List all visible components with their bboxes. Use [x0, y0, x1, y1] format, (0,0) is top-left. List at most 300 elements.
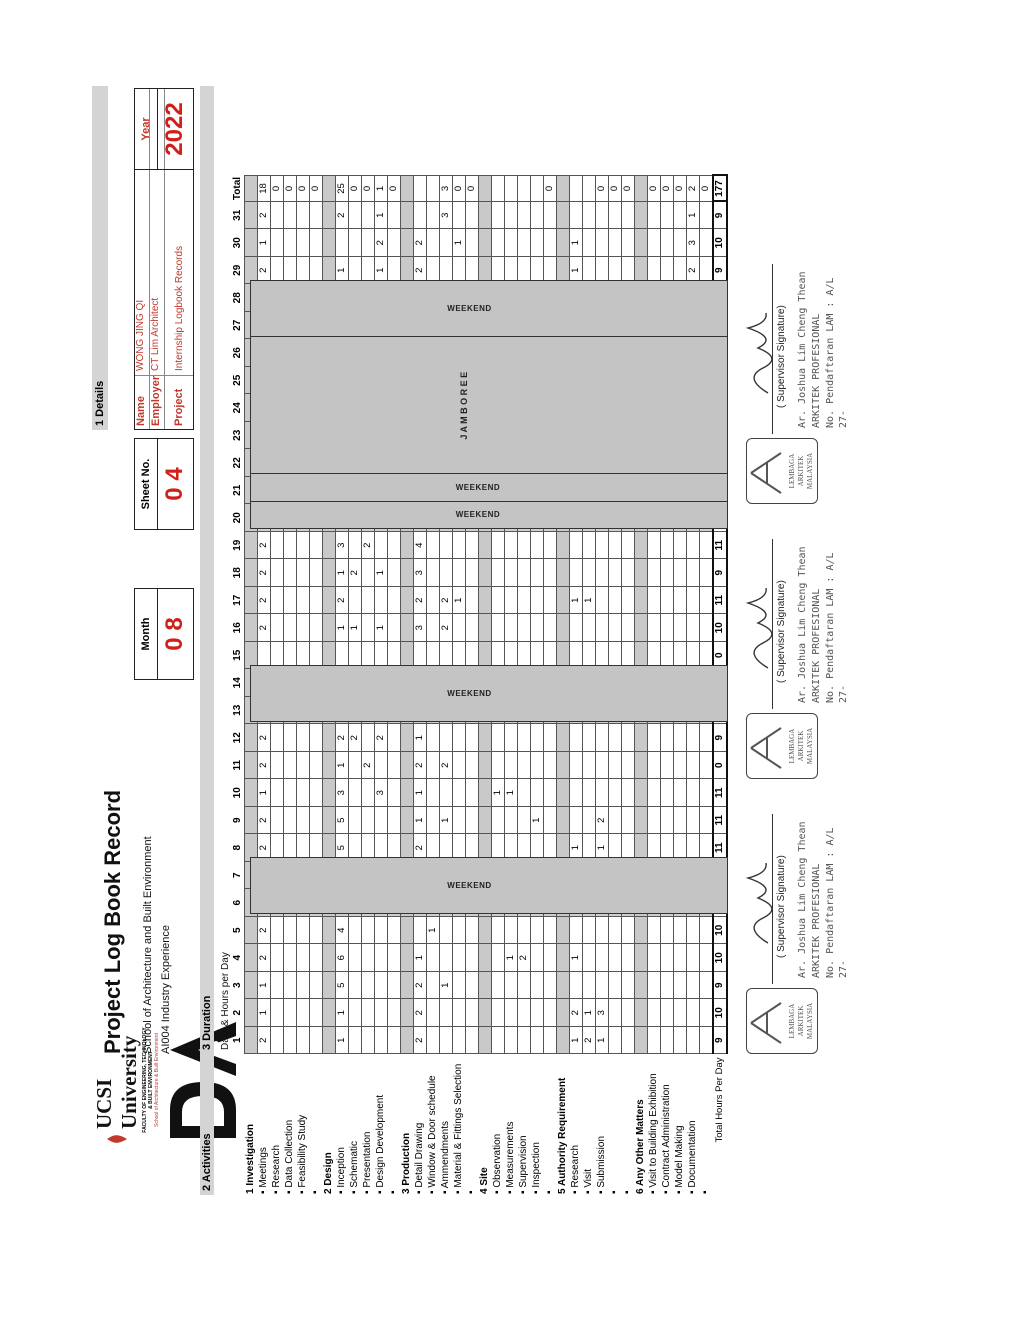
hour-cell: 2 — [258, 1027, 271, 1055]
hour-cell — [674, 532, 687, 560]
hour-cell — [700, 532, 714, 560]
hour-cell — [648, 202, 661, 230]
hour-cell — [674, 202, 687, 230]
hour-cell — [297, 614, 310, 642]
hour-cell — [323, 587, 336, 615]
architect-cert-text: ARKITEK PROFESIONAL — [811, 863, 822, 978]
hour-cell — [648, 532, 661, 560]
row-label: ▪ — [544, 1190, 555, 1194]
row-total: 0 — [388, 176, 401, 202]
course-name: AI004 Industry Experience — [160, 924, 172, 1054]
hour-cell — [687, 972, 700, 1000]
row-label: ▪ Supervision — [518, 1135, 529, 1194]
hour-cell — [505, 1027, 518, 1055]
row-total: 25 — [336, 176, 349, 202]
hour-cell: 1 — [375, 614, 388, 642]
hour-cell — [583, 202, 596, 230]
hour-cell: 1 — [453, 229, 466, 257]
hour-cell — [323, 972, 336, 1000]
row-total — [323, 176, 336, 202]
hour-cell — [310, 944, 323, 972]
hour-cell — [453, 752, 466, 780]
hour-cell: 1 — [492, 779, 505, 807]
hour-cell — [570, 779, 583, 807]
hour-cell — [570, 752, 583, 780]
daily-total: 0 — [713, 642, 727, 670]
row-total — [245, 176, 258, 202]
activities-heading: 2 Activities — [201, 1133, 213, 1191]
hour-cell — [505, 972, 518, 1000]
hour-cell — [362, 807, 375, 835]
hour-cell — [518, 999, 531, 1027]
hour-cell — [596, 752, 609, 780]
weekend-block — [250, 473, 728, 503]
hour-cell — [544, 532, 557, 560]
hour-cell: 3 — [414, 614, 427, 642]
hour-cell — [557, 752, 570, 780]
hour-cell — [245, 587, 258, 615]
hour-cell: 2 — [440, 614, 453, 642]
hour-cell — [466, 1027, 479, 1055]
hour-cell — [271, 587, 284, 615]
hour-cell — [466, 972, 479, 1000]
hour-cell: 2 — [258, 807, 271, 835]
hour-cell — [453, 779, 466, 807]
hour-cell — [479, 917, 492, 945]
hour-cell — [622, 917, 635, 945]
daily-total: 10 — [713, 229, 727, 257]
hour-cell — [518, 779, 531, 807]
name-label: Name — [135, 375, 149, 429]
day-header: 4 — [232, 954, 243, 961]
hour-cell — [466, 559, 479, 587]
hour-cell — [583, 807, 596, 835]
hour-cell: 2 — [414, 257, 427, 285]
hour-cell — [505, 999, 518, 1027]
hour-cell — [622, 779, 635, 807]
hour-cell — [466, 917, 479, 945]
hour-cell: 2 — [258, 257, 271, 285]
hour-cell — [531, 532, 544, 560]
hour-cell — [596, 532, 609, 560]
hour-cell — [583, 559, 596, 587]
hour-cell — [674, 1027, 687, 1055]
hour-cell — [687, 779, 700, 807]
hour-cell — [284, 587, 297, 615]
stamp-text: MALAYSIA — [806, 452, 814, 490]
hour-cell — [245, 999, 258, 1027]
hour-cell — [466, 724, 479, 752]
daily-total: 10 — [713, 614, 727, 642]
hour-cell — [518, 1027, 531, 1055]
hour-cell — [284, 202, 297, 230]
hour-cell — [323, 614, 336, 642]
hour-cell — [388, 944, 401, 972]
hour-cell: 2 — [414, 834, 427, 862]
day-header: 29 — [232, 264, 243, 276]
hour-cell — [635, 972, 648, 1000]
total-header: Total — [232, 176, 243, 201]
hour-cell — [544, 614, 557, 642]
row-label: ▪ — [700, 1190, 712, 1194]
row-label: ▪ — [388, 1190, 399, 1194]
hour-cell — [570, 202, 583, 230]
hour-cell — [531, 614, 544, 642]
daily-total: 11 — [713, 807, 727, 835]
day-header: 16 — [232, 622, 243, 634]
hour-cell — [648, 724, 661, 752]
day-header: 5 — [232, 927, 243, 934]
hour-cell — [427, 587, 440, 615]
hour-cell — [544, 752, 557, 780]
school-name: School of Architecture and Built Environment — [142, 836, 154, 1054]
daily-total: 11 — [713, 587, 727, 615]
row-label: 2 Design — [323, 1152, 334, 1194]
hour-cell: 1 — [453, 587, 466, 615]
hour-cell — [271, 917, 284, 945]
weekend-label: WEEKEND — [447, 881, 492, 891]
hour-cell — [401, 724, 414, 752]
employer-label: Employer — [150, 375, 164, 429]
hour-cell — [700, 944, 714, 972]
hour-cell — [297, 202, 310, 230]
hour-cell — [349, 972, 362, 1000]
hour-cell — [635, 532, 648, 560]
hour-cell — [505, 229, 518, 257]
hour-cell — [518, 532, 531, 560]
hour-cell — [323, 944, 336, 972]
details-section-bar — [92, 86, 108, 430]
hour-cell — [427, 532, 440, 560]
hour-cell — [570, 807, 583, 835]
hour-cell — [505, 917, 518, 945]
hour-cell — [700, 1027, 714, 1055]
hour-cell — [479, 1027, 492, 1055]
row-total: 0 — [544, 176, 557, 202]
row-total — [401, 176, 414, 202]
architect-cert-text: Ar. Joshua Lim Cheng Thean — [797, 821, 808, 978]
hour-cell — [466, 752, 479, 780]
hour-cell — [596, 559, 609, 587]
hour-cell — [700, 972, 714, 1000]
hour-cell — [700, 724, 714, 752]
hour-cell — [674, 614, 687, 642]
hour-cell — [310, 532, 323, 560]
hour-cell — [245, 724, 258, 752]
hour-cell — [544, 807, 557, 835]
hour-cell — [635, 999, 648, 1027]
hour-cell — [544, 944, 557, 972]
stamp-text: ARKITEK — [797, 455, 805, 487]
hour-cell — [557, 1027, 570, 1055]
hour-cell — [388, 999, 401, 1027]
daily-total: 9 — [713, 724, 727, 752]
hour-cell — [375, 532, 388, 560]
hour-cell — [609, 972, 622, 1000]
hour-cell — [661, 972, 674, 1000]
hour-cell — [583, 944, 596, 972]
hour-cell — [479, 614, 492, 642]
hour-cell — [440, 944, 453, 972]
hour-cell — [687, 614, 700, 642]
hour-cell — [401, 559, 414, 587]
hour-cell: 1 — [687, 202, 700, 230]
hour-cell — [427, 944, 440, 972]
hour-cell: 3 — [596, 999, 609, 1027]
hour-cell: 2 — [414, 587, 427, 615]
row-total — [531, 176, 544, 202]
hour-cell — [427, 752, 440, 780]
hour-cell — [349, 752, 362, 780]
hour-cell — [622, 807, 635, 835]
hour-cell: 2 — [258, 532, 271, 560]
row-label: ▪ Inspection — [531, 1142, 542, 1194]
hour-cell — [544, 559, 557, 587]
hour-cell — [388, 229, 401, 257]
hour-cell — [479, 724, 492, 752]
row-label: ▪ Documentation — [687, 1120, 698, 1194]
hour-cell — [479, 532, 492, 560]
hour-cell — [427, 972, 440, 1000]
weekend-block — [250, 280, 728, 337]
hour-cell — [466, 944, 479, 972]
row-label: 1 Investigation — [245, 1123, 256, 1194]
total-hours-label: Total Hours Per Day — [714, 1057, 725, 1143]
hour-cell — [492, 614, 505, 642]
hour-cell — [661, 999, 674, 1027]
hour-cell — [518, 202, 531, 230]
hour-cell — [271, 999, 284, 1027]
hour-cell — [440, 917, 453, 945]
hour-cell: 1 — [505, 779, 518, 807]
day-header-row — [232, 176, 245, 1196]
hour-cell — [427, 614, 440, 642]
hour-cell — [323, 999, 336, 1027]
hour-cell — [518, 972, 531, 1000]
lam-stamp-icon — [746, 988, 818, 1054]
row-total: 0 — [661, 176, 674, 202]
hour-cell: 1 — [583, 587, 596, 615]
details-heading: 1 Details — [94, 380, 106, 426]
daily-total: 9 — [713, 559, 727, 587]
stamp-text: LEMBAGA — [788, 453, 796, 489]
hour-cell — [427, 229, 440, 257]
hour-cell — [401, 587, 414, 615]
hour-cell — [427, 807, 440, 835]
hour-cell — [635, 559, 648, 587]
hour-cell — [310, 724, 323, 752]
hour-cell — [479, 999, 492, 1027]
hour-cell — [596, 587, 609, 615]
hour-cell — [544, 229, 557, 257]
hour-cell: 2 — [258, 559, 271, 587]
hour-cell: 1 — [596, 1027, 609, 1055]
hour-cell — [271, 752, 284, 780]
hour-cell — [661, 807, 674, 835]
logo-sub3: School of Architecture & Built Environment — [154, 1033, 160, 1127]
hour-cell — [492, 999, 505, 1027]
hour-cell — [505, 587, 518, 615]
hour-cell — [622, 1027, 635, 1055]
hour-cell — [609, 807, 622, 835]
daily-total: 9 — [713, 257, 727, 285]
year-label: Year — [135, 89, 158, 169]
hour-cell — [362, 779, 375, 807]
hour-cell — [622, 559, 635, 587]
hour-cell: 4 — [336, 917, 349, 945]
day-header: 14 — [232, 677, 243, 689]
row-total — [479, 176, 492, 202]
hour-cell — [323, 724, 336, 752]
hour-cell — [609, 779, 622, 807]
hour-cell — [245, 917, 258, 945]
hour-cell — [271, 532, 284, 560]
hour-cell — [427, 202, 440, 230]
hour-cell — [674, 972, 687, 1000]
hour-cell — [375, 999, 388, 1027]
hour-cell: 2 — [362, 532, 375, 560]
architect-cert-text: ARKITEK PROFESIONAL — [811, 313, 822, 428]
hour-cell — [362, 972, 375, 1000]
hour-cell: 2 — [362, 752, 375, 780]
hour-cell — [674, 779, 687, 807]
hour-cell: 2 — [258, 587, 271, 615]
hour-cell — [700, 999, 714, 1027]
hour-cell — [323, 779, 336, 807]
hour-cell — [661, 779, 674, 807]
row-label: ▪ Model Making — [674, 1125, 685, 1194]
hour-cell — [440, 559, 453, 587]
hour-cell: 2 — [258, 614, 271, 642]
hour-cell: 2 — [258, 834, 271, 862]
hour-cell — [635, 229, 648, 257]
hour-cell: 2 — [687, 257, 700, 285]
hour-cell: 1 — [570, 257, 583, 285]
hour-cell — [310, 752, 323, 780]
hour-cell — [609, 532, 622, 560]
hour-cell — [271, 807, 284, 835]
daily-total: 9 — [713, 1027, 727, 1055]
hour-cell — [596, 202, 609, 230]
day-header: 13 — [232, 704, 243, 716]
hour-cell — [518, 917, 531, 945]
hour-cell — [661, 752, 674, 780]
hour-cell — [401, 202, 414, 230]
hour-cell — [622, 944, 635, 972]
header-spacer — [232, 1054, 245, 1195]
hour-cell: 2 — [349, 559, 362, 587]
hour-cell — [674, 559, 687, 587]
hour-cell — [557, 202, 570, 230]
hour-cell — [687, 917, 700, 945]
day-header: 9 — [232, 817, 243, 824]
hour-cell — [375, 972, 388, 1000]
row-total: 0 — [297, 176, 310, 202]
hour-cell — [583, 724, 596, 752]
hour-cell: 2 — [349, 724, 362, 752]
hour-cell — [531, 202, 544, 230]
hour-cell — [583, 229, 596, 257]
hour-cell — [687, 559, 700, 587]
hour-cell: 1 — [336, 999, 349, 1027]
hour-cell — [661, 724, 674, 752]
hour-cell — [349, 779, 362, 807]
hour-cell: 6 — [336, 944, 349, 972]
hour-cell: 1 — [505, 944, 518, 972]
hour-cell — [596, 944, 609, 972]
hour-cell — [284, 229, 297, 257]
hour-cell — [674, 999, 687, 1027]
row-label: 6 Any Other Matters — [635, 1099, 646, 1194]
hour-cell: 3 — [687, 229, 700, 257]
hour-cell — [271, 202, 284, 230]
row-label: ▪ Research — [271, 1144, 282, 1194]
weekend-label: WEEKEND — [455, 510, 501, 520]
hour-cell — [661, 614, 674, 642]
hour-cell: 2 — [258, 944, 271, 972]
duration-section-bar — [200, 86, 214, 1054]
hour-cell — [297, 532, 310, 560]
day-header: 2 — [232, 1009, 243, 1016]
hour-cell — [635, 202, 648, 230]
month-value: 0 8 — [161, 617, 188, 651]
hour-cell — [271, 1027, 284, 1055]
hour-cell — [596, 229, 609, 257]
day-header: 3 — [232, 982, 243, 989]
row-total: 0 — [674, 176, 687, 202]
day-header: 31 — [232, 209, 243, 221]
weekend-block — [250, 665, 728, 722]
hour-cell — [427, 779, 440, 807]
row-total: 0 — [349, 176, 362, 202]
day-header: 18 — [232, 567, 243, 579]
hour-cell: 2 — [258, 202, 271, 230]
hour-cell — [505, 202, 518, 230]
hour-cell: 2 — [336, 724, 349, 752]
hour-cell: 2 — [414, 1027, 427, 1055]
stamp-text: ARKITEK — [797, 730, 805, 762]
hour-cell: 1 — [414, 779, 427, 807]
day-header: 17 — [232, 594, 243, 606]
weekend-block — [250, 858, 728, 915]
project-label: Project — [165, 375, 193, 429]
hour-cell — [297, 807, 310, 835]
hour-cell — [557, 972, 570, 1000]
hour-cell — [557, 999, 570, 1027]
hour-cell — [310, 1027, 323, 1055]
hour-cell — [401, 532, 414, 560]
hour-cell — [427, 999, 440, 1027]
hour-cell — [492, 917, 505, 945]
hour-cell — [271, 779, 284, 807]
signature-label: ( Supervisor Signature) — [776, 580, 787, 683]
daily-total: 9 — [713, 972, 727, 1000]
hour-cell — [674, 752, 687, 780]
hour-cell — [505, 614, 518, 642]
hour-cell — [453, 917, 466, 945]
daily-total: 10 — [713, 917, 727, 945]
hour-cell — [323, 752, 336, 780]
hour-cell — [362, 917, 375, 945]
hour-cell — [479, 752, 492, 780]
row-label: ▪ Research — [570, 1144, 581, 1194]
hour-cell — [635, 752, 648, 780]
hour-cell: 1 — [570, 944, 583, 972]
row-label: ▪ Material & Fittings Selection — [453, 1063, 464, 1194]
hour-cell — [544, 724, 557, 752]
hour-cell — [388, 614, 401, 642]
hour-cell — [297, 559, 310, 587]
